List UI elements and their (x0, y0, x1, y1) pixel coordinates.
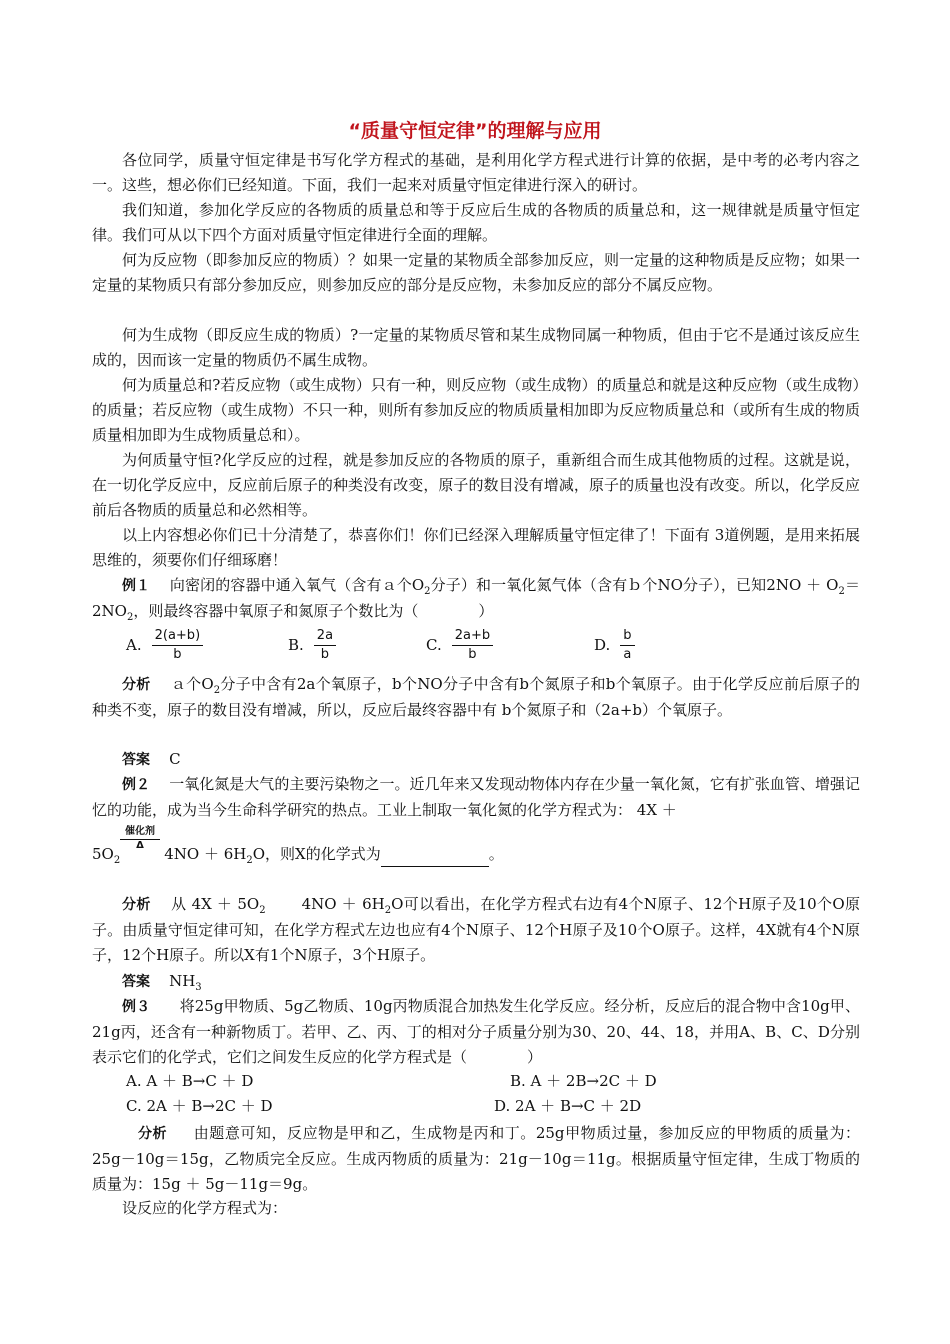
option-d: D. $\frac{b}{a}$ (594, 622, 635, 668)
paragraph-conservation: 为何质量守恒?化学反应的过程，就是参加反应的各物质的原子，重新组合而生成其他物质的过程。这就是说，在一切化学反应中，反应前后原子的种类没有改变，原子的数目没有增减，原子的质量也没有改变。所以，化学反应前后各物质的质量总和必然相等。 (92, 451, 860, 519)
example-1-label: 例１ (122, 578, 151, 594)
example-3-setup: 设反应的化学方程式为： (122, 1199, 288, 1217)
example-3-analysis: 分析 由题意可知，反应物是甲和乙，生成物是丙和丁。25g甲物质过量，参加反应的甲物质的质量为：25g－10g＝15g，乙物质完全反应。生成丙物质的质量为：21g－10g＝11g。根据质量守恒定律，生成丁物质的质量为：15g ＋ 5g－11g＝9g。 (92, 1124, 861, 1193)
example-2-label: 例２ (122, 777, 151, 793)
paragraph-mass-sum: 何为质量总和?若反应物（或生成物）只有一种，则反应物（或生成物）的质量总和就是这种反应物（或生成物）的质量；若反应物（或生成物）不只一种，则所有参加反应的物质质量相加即为反应物质量总和（或所有生成的物质质量相加即为生成物质量总和）。 (92, 376, 860, 444)
paragraph-reactants: 何为反应物（即参加反应的物质）？如果一定量的某物质全部参加反应，则一定量的这种物质是反应物；如果一定量的某物质只有部分参加反应，则参加反应的部分是反应物，未参加反应的部分不属反应物。 (92, 251, 860, 294)
paragraph-definition: 我们知道，参加化学反应的各物质的质量总和等于反应后生成的各物质的质量总和，这一规律就是质量守恒定律。我们可从以下四个方面对质量守恒定律进行全面的理解。 (92, 201, 860, 244)
paragraph-transition: 以上内容想必你们已十分清楚了，恭喜你们！你们已经深入理解质量守恒定律了！下面有 3道例题，是用来拓展思维的，须要你们仔细琢磨！ (92, 526, 860, 569)
example-1-question: 例１ 向密闭的容器中通入氧气（含有ａ个$O_2$分子）和一氧化氮气体（含有ｂ个NO分子），已知$2NO + O_2=2NO_2$，则最终容器中氧原子和氮原子个数比为（ ） (92, 576, 860, 623)
example-3-question: 例３ 将25g甲物质、5g乙物质、10g丙物质混合加热发生化学反应。经分析，反应后的混合物中含10g甲、21g丙，还含有一种新物质丁。若甲、乙、丙、丁的相对分子质量分别为30、20、44、18，并用A、B、C、D分别表示它们的化学式，它们之间发生反应的化学方程式是（ ） (92, 997, 861, 1066)
catalyst-arrow: 催化剂 Δ (120, 826, 160, 852)
example-3-options-row-2 (126, 1094, 826, 1119)
fraction: $\frac{2(a+b)}{b}$ (152, 627, 204, 664)
example-1-analysis: 分析 ａ个$O_2$分子中含有2a个氧原子，b个NO分子中含有b个氮原子和b个氧原子。由于化学反应前后原子的种类不变，原子的数目没有增减，所以，反应后最终容器中有 b个氮原子和（2a+b）个氧原子。 (92, 675, 860, 719)
answer-blank (381, 850, 489, 867)
option-c: C. $\frac{2a+b}{b}$ (426, 622, 493, 668)
option-b: B. A ＋ 2B→2C ＋ D (510, 1072, 657, 1090)
example-2-analysis: 分析 从 $4X + 5O_2$ $4NO + 6H_2O$可以看出，在化学方程式右边有4个N原子、12个H原子及10个O原子。由质量守恒定律可知，在化学方程式左边也应有4个N原子、12个H原子及10个O原子。这样，4X就有4个N原子，12个H原子。所以X有1个N原子，3个H原子。 (92, 895, 860, 964)
example-1-answer: 答案 C (122, 750, 181, 768)
example-2-equation: $5O_2$ $4NO + 6H_2O$，则X的化学式为 。 (92, 845, 504, 866)
example-3-options-row-1 (126, 1069, 826, 1094)
option-a: A. A ＋ B→C ＋ D (126, 1072, 254, 1090)
example-3-label: 例３ (122, 999, 151, 1015)
fraction: $\frac{b}{a}$ (620, 627, 634, 664)
page-title: “质量守恒定律”的理解与应用 (348, 120, 602, 142)
fraction: $\frac{2a+b}{b}$ (452, 627, 493, 664)
example-2-answer: 答案 $NH_3$ (122, 972, 202, 993)
fraction: $\frac{2a}{b}$ (314, 627, 336, 664)
option-c: C. 2A ＋ B→2C ＋ D (126, 1097, 273, 1115)
example-1-options (126, 622, 826, 668)
option-d: D. 2A ＋ B→C ＋ 2D (494, 1097, 642, 1115)
example-2-question: 例２ 一氧化氮是大气的主要污染物之一。近几年来又发现动物体内存在少量一氧化氮，它有扩张血管、增强记忆的功能，成为当今生命科学研究的热点。工业上制取一氧化氮的化学方程式为： 4X ＋ (92, 775, 861, 819)
option-a: A. $\frac{2(a+b)}{b}$ (126, 622, 203, 668)
option-b: B. $\frac{2a}{b}$ (288, 622, 336, 668)
paragraph-products: 何为生成物（即反应生成的物质）?一定量的某物质尽管和某生成物同属一种物质，但由于它不是通过该反应生成的，因而该一定量的物质仍不属生成物。 (92, 326, 860, 369)
paragraph-intro: 各位同学，质量守恒定律是书写化学方程式的基础，是利用化学方程式进行计算的依据，是中考的必考内容之一。这些，想必你们已经知道。下面，我们一起来对质量守恒定律进行深入的研讨。 (92, 151, 860, 194)
